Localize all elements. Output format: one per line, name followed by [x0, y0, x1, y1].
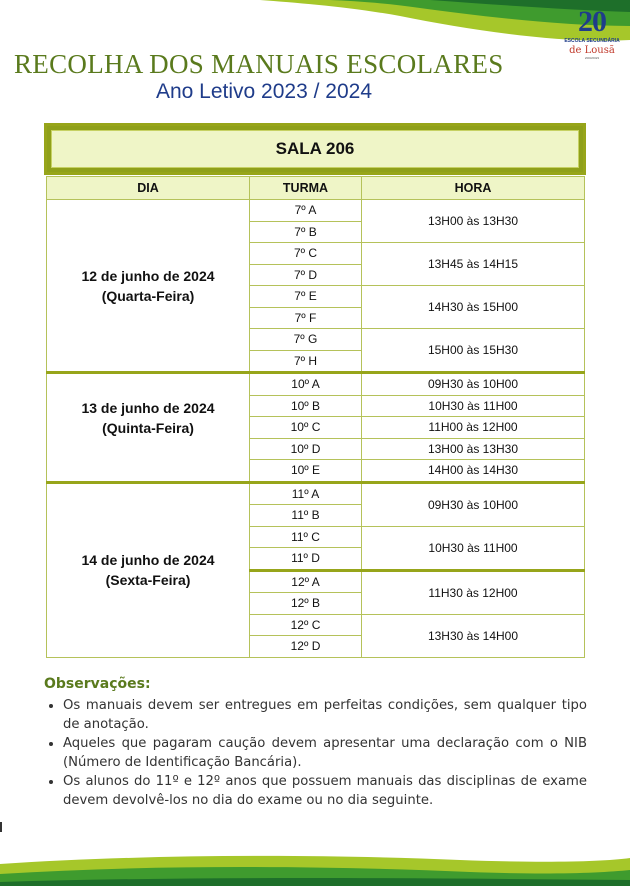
page-mark [0, 822, 2, 832]
page-title: RECOLHA DOS MANUAIS ESCOLARES [14, 49, 504, 79]
class-cell: 10º D [250, 438, 362, 460]
day-weekday: (Quinta-Feira) [102, 420, 194, 436]
class-cell: 10º C [250, 417, 362, 439]
time-cell: 14H00 às 14H30 [362, 460, 585, 483]
day-cell [47, 482, 250, 657]
class-cell: 12º C [250, 614, 362, 636]
time-cell: 13H00 às 13H30 [362, 438, 585, 460]
day-cell [47, 200, 250, 373]
day-cell [47, 373, 250, 483]
day-date: 13 de junho de 2024 [81, 400, 215, 416]
observation-item: • Os manuais devem ser entregues em perfeitas condições, sem qualquer tipo de anotação. [63, 696, 587, 734]
logo-school-label: ESCOLA SECUNDÁRIA [564, 38, 620, 44]
table-header-row [47, 177, 585, 200]
logo-number: 20 [578, 5, 606, 38]
column-header-time: HORA [362, 177, 585, 200]
class-cell: 7º C [250, 243, 362, 265]
page-subtitle: Ano Letivo 2023 / 2024 [155, 80, 372, 103]
time-cell: 10H30 às 11H00 [362, 395, 585, 417]
class-cell: 11º C [250, 526, 362, 548]
class-cell: 11º D [250, 548, 362, 571]
time-cell: 13H30 às 14H00 [362, 614, 585, 657]
table-row [47, 200, 585, 222]
table-row [47, 482, 585, 505]
class-cell: 7º E [250, 286, 362, 308]
time-cell: 11H00 às 12H00 [362, 417, 585, 439]
class-cell: 11º B [250, 505, 362, 527]
time-cell: 13H45 às 14H15 [362, 243, 585, 286]
class-cell: 12º B [250, 593, 362, 615]
class-cell: 7º H [250, 350, 362, 373]
table-row [47, 373, 585, 396]
class-cell: 10º E [250, 460, 362, 483]
logo-years: 2003/2023 [584, 56, 600, 60]
time-cell: 10H30 às 11H00 [362, 526, 585, 570]
observation-item: • Os alunos do 11º e 12º anos que possuem manuais das disciplinas de exame devem devolvê-los no dia do exame ou no dia seguinte. [63, 772, 587, 810]
column-header-day: DIA [47, 177, 250, 200]
time-cell: 11H30 às 12H00 [362, 570, 585, 614]
class-cell: 11º A [250, 482, 362, 505]
class-cell: 7º B [250, 221, 362, 243]
day-date: 12 de junho de 2024 [81, 267, 215, 284]
class-cell: 7º D [250, 264, 362, 286]
time-cell: 14H30 às 15H00 [362, 286, 585, 329]
observation-item: • Aqueles que pagaram caução devem apresentar uma declaração com o NIB (Número de Identificação Bancária). [63, 734, 587, 772]
time-cell: 09H30 às 10H00 [362, 482, 585, 526]
column-header-class: TURMA [250, 177, 362, 200]
day-weekday: (Sexta-Feira) [105, 572, 191, 588]
class-cell: 7º G [250, 329, 362, 351]
class-cell: 10º B [250, 395, 362, 417]
time-cell: 09H30 às 10H00 [362, 373, 585, 396]
time-cell: 15H00 às 15H30 [362, 329, 585, 373]
day-weekday: (Quarta-Feira) [101, 287, 195, 304]
school-logo [560, 6, 624, 64]
room-label: SALA 206 [51, 130, 579, 168]
day-date: 14 de junho de 2024 [81, 552, 215, 568]
logo-school-name: de Lousã [569, 45, 615, 56]
schedule-table [46, 176, 585, 658]
bottom-wave-decoration [0, 846, 630, 886]
observations-title: Observações: [44, 676, 151, 692]
class-cell: 12º A [250, 570, 362, 593]
time-cell: 13H00 às 13H30 [362, 200, 585, 243]
observations-section [44, 676, 587, 810]
class-cell: 10º A [250, 373, 362, 396]
observations-list [44, 696, 587, 810]
class-cell: 12º D [250, 636, 362, 658]
class-cell: 7º F [250, 307, 362, 329]
room-banner [44, 123, 586, 175]
class-cell: 7º A [250, 200, 362, 222]
